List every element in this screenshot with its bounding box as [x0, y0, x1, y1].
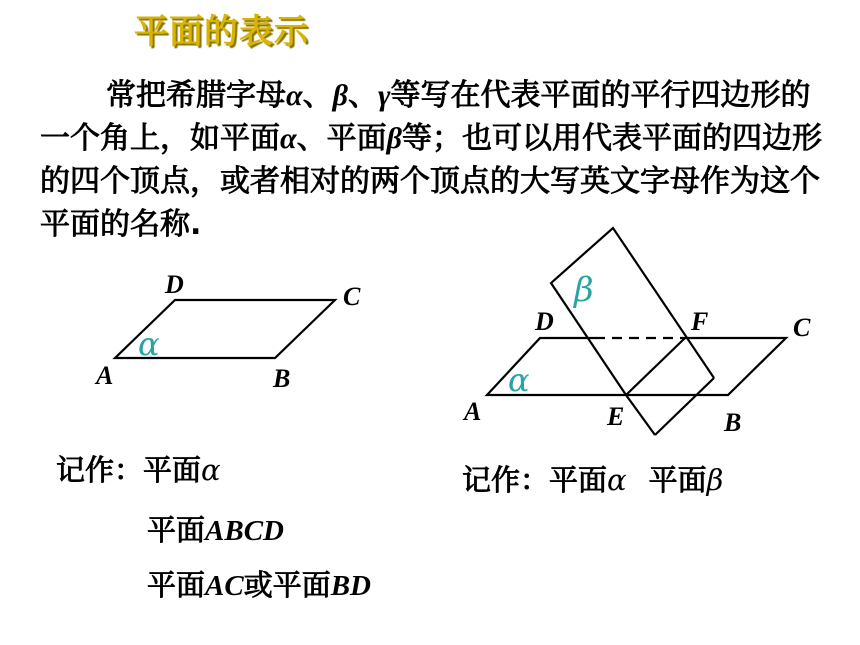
- notation-1-line-3: [147, 563, 371, 604]
- label-e: E: [607, 402, 625, 431]
- notation-1-prefix: 记作：平面: [56, 453, 202, 487]
- notation-1-bd: BD: [330, 570, 372, 602]
- label-f: F: [691, 307, 709, 336]
- label-c-2: C: [793, 313, 811, 342]
- plane-beta-visible: [551, 228, 714, 395]
- label-b-2: B: [724, 408, 742, 437]
- label-d-2: D: [535, 307, 554, 336]
- notation-2-prefix: 记作：平面: [462, 463, 608, 497]
- notation-1-line-2: [147, 508, 284, 549]
- notation-2: [462, 458, 723, 499]
- notation-2-alpha: α: [607, 463, 627, 497]
- label-b: B: [273, 364, 291, 393]
- plane-beta-front-edge: [626, 395, 655, 435]
- figure-2-planes: [487, 228, 786, 435]
- label-d: D: [165, 270, 184, 299]
- page-title: 平面的表示: [134, 12, 309, 52]
- notation-1-line-3-prefix: 平面: [147, 568, 206, 602]
- label-c: C: [343, 282, 361, 311]
- notation-1-ac: AC: [205, 570, 244, 602]
- gamma-symbol: γ: [377, 79, 391, 112]
- notation-2-mid: 平面: [648, 463, 707, 497]
- alpha-symbol: α: [286, 79, 303, 112]
- para-sep-1: 、: [302, 78, 333, 113]
- notation-1-alpha: α: [201, 453, 221, 487]
- intersection-line-ef: [626, 338, 685, 395]
- figure-2-beta: β: [574, 270, 594, 310]
- notation-1-line-3-mid: 或平面: [243, 568, 331, 602]
- notation-1-line-1: [56, 448, 221, 489]
- figure-1-alpha: α: [138, 325, 160, 363]
- para-text-4: 等；也可以用代表平面的四边形的四个顶点，或者相对的两个顶点的大写英文字母作为这个平面的名称.: [40, 121, 822, 242]
- notation-1-line-2-prefix: 平面: [147, 513, 206, 547]
- para-text-3: 、平面: [296, 121, 387, 156]
- beta-symbol: β: [332, 79, 348, 112]
- notation-1-abcd: ABCD: [205, 515, 284, 547]
- plane-alpha-visible: [487, 338, 786, 395]
- notation-2-beta: β: [706, 463, 724, 497]
- alpha-symbol-2: α: [280, 122, 297, 155]
- plane-beta-bottom-edge: [655, 378, 714, 435]
- label-a: A: [96, 361, 114, 390]
- beta-symbol-2: β: [386, 122, 402, 155]
- para-text-2: 等写在代表平面的平行四边形的一个角上，如平面: [40, 78, 811, 156]
- figure-2-alpha: α: [508, 361, 530, 399]
- para-text-1: 常把希腊字母: [106, 78, 286, 113]
- para-sep-2: 、: [347, 78, 378, 113]
- label-a-2: A: [464, 397, 482, 426]
